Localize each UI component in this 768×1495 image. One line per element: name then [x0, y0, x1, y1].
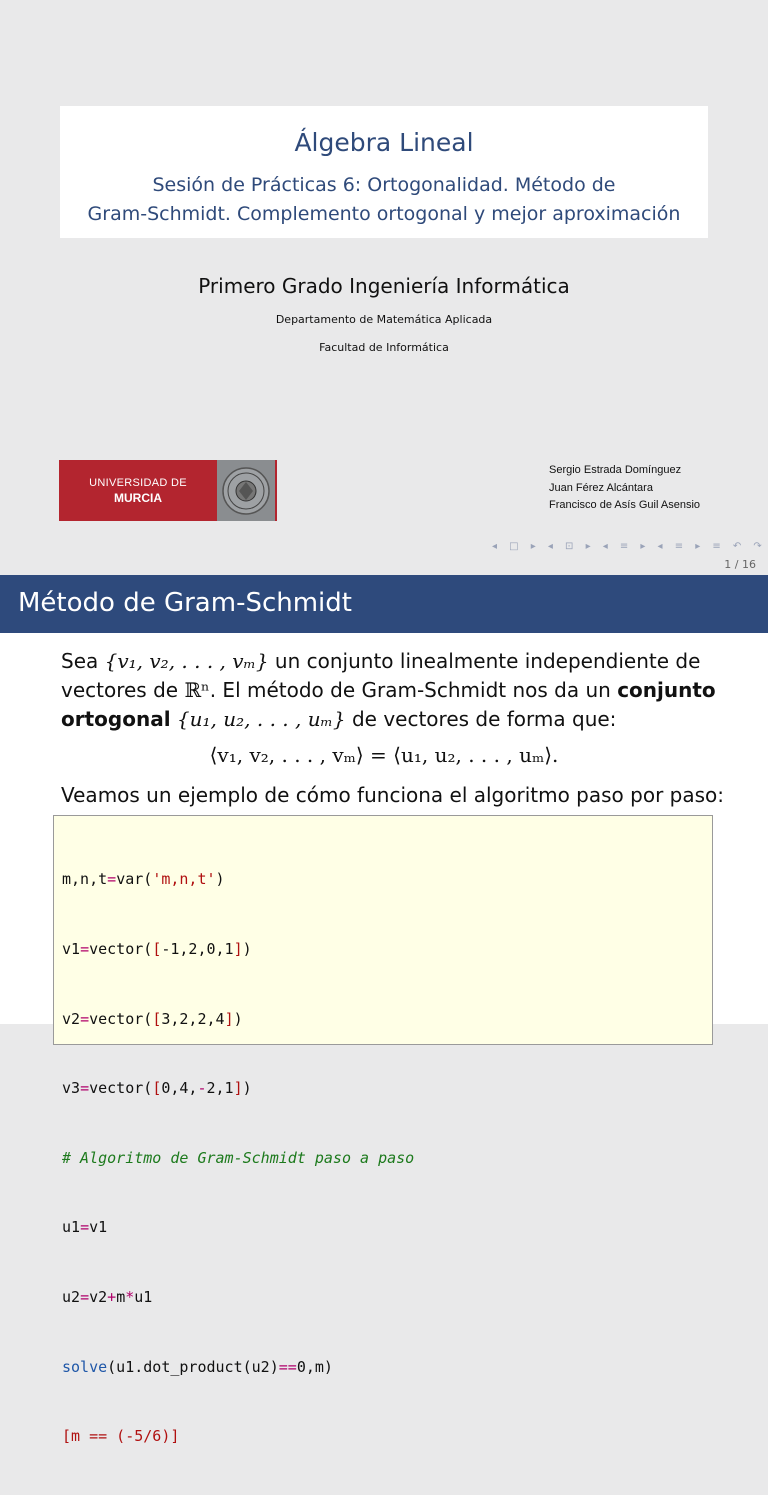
math-rn: ℝⁿ [184, 678, 210, 702]
course-name: Primero Grado Ingeniería Informática [198, 274, 570, 298]
text: . El método de Gram-Schmidt nos da un [209, 678, 618, 702]
code-line: solve(u1.dot_product(u2)==0,m) [62, 1357, 333, 1376]
code-line: v3=vector([0,4,-2,1]) [62, 1079, 252, 1098]
nav-prev-icon[interactable]: ◂ [492, 540, 498, 552]
code-output: [m == (-5/6)] [62, 1427, 180, 1446]
nav-prev-icon[interactable]: ◂ [657, 540, 663, 552]
subtitle-line-2: Gram-Schmidt. Complemento ortogonal y mejor aproximación [87, 203, 681, 225]
text: Sea [61, 649, 105, 673]
university-logo [59, 460, 277, 521]
nav-prev-icon[interactable]: ◂ [602, 540, 608, 552]
nav-forward-icon[interactable]: ↷ [753, 540, 762, 552]
department: Departamento de Matemática Aplicada [275, 313, 493, 326]
math-set-u: {u₁, u₂, . . . , uₘ} [170, 707, 346, 731]
code-line: v2=vector([3,2,2,4]) [62, 1009, 243, 1028]
page-title: Álgebra Lineal [294, 128, 474, 157]
code-line: v1=vector([-1,2,0,1]) [62, 940, 252, 958]
equation: ⟨v₁, v₂, . . . , vₘ⟩ = ⟨u₁, u₂, . . . , uₘ⟩. [209, 743, 559, 767]
logo-line-1: UNIVERSIDAD DE [89, 476, 187, 489]
seal-icon [217, 460, 275, 521]
example-intro: Veamos un ejemplo de cómo funciona el algoritmo paso por paso: [61, 783, 725, 807]
code-line: u2=v2+m*u1 [62, 1287, 153, 1306]
code-line: u1=v1 [62, 1218, 108, 1237]
content-slide [0, 575, 768, 1446]
nav-align-icon[interactable]: ≡ [712, 540, 721, 552]
text: de vectores de forma que: [345, 707, 617, 731]
subtitle [60, 171, 708, 229]
page-number: 1 / 16 [724, 558, 756, 571]
math-set-v: {v₁, v₂, . . . , vₘ} [104, 649, 269, 673]
subtitle-line-1: Sesión de Prácticas 6: Ortogonalidad. Método de [152, 174, 616, 196]
nav-next-icon[interactable]: ▸ [530, 540, 536, 552]
bold-term: conjunto ortogonal [61, 678, 716, 731]
authors [549, 462, 700, 515]
frame-title-bar [0, 575, 768, 633]
nav-section-icon[interactable]: ≡ [674, 540, 684, 552]
nav-back-icon[interactable]: ↶ [732, 540, 742, 552]
author-1: Sergio Estrada Domínguez [549, 464, 682, 476]
code-block [53, 815, 713, 1446]
author-2: Juan Férez Alcántara [549, 481, 653, 494]
logo-line-2: MURCIA [114, 490, 162, 505]
frame-title: Método de Gram-Schmidt [18, 588, 352, 618]
beamer-navigation [492, 538, 762, 554]
author-3: Francisco de Asís Guil Asensio [549, 499, 701, 511]
nav-subsection-icon[interactable]: ⊡ [565, 540, 574, 552]
nav-next-icon[interactable]: ▸ [640, 540, 646, 552]
intro-paragraph [61, 647, 741, 734]
nav-frame-icon[interactable]: □ [509, 540, 519, 552]
nav-prev-icon[interactable]: ◂ [547, 540, 553, 552]
nav-section-icon[interactable]: ≡ [619, 540, 629, 552]
text: un conjunto linealmente independiente de vectores de [61, 649, 701, 702]
title-box [60, 106, 708, 238]
nav-next-icon[interactable]: ▸ [695, 540, 701, 552]
code-line: m,n,t=var('m,n,t') [62, 870, 225, 889]
code-comment: # Algoritmo de Gram-Schmidt paso a paso [62, 1148, 415, 1167]
nav-next-icon[interactable]: ▸ [585, 540, 591, 552]
title-slide [0, 0, 768, 575]
logo-text [59, 476, 217, 506]
faculty: Facultad de Informática [319, 341, 449, 354]
